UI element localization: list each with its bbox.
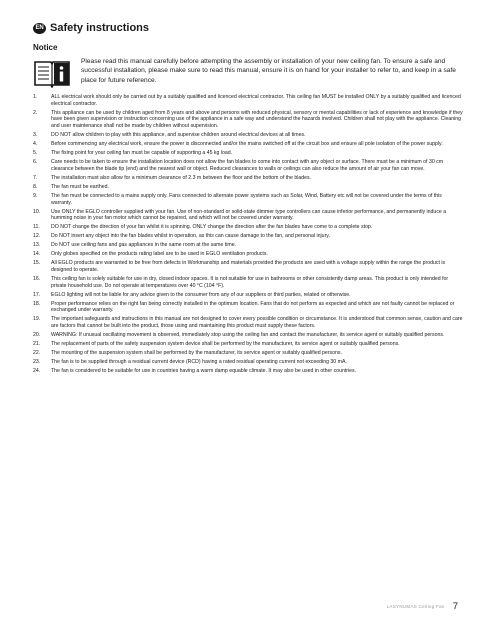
list-item xyxy=(33,150,463,157)
list-item xyxy=(33,301,463,314)
list-item xyxy=(33,110,463,130)
item-text: Do NOT insert any object into the fan blades whilst in operation, as this can cause damage to the fan, and personal injury. xyxy=(51,233,330,240)
item-number: 5. xyxy=(33,150,38,157)
item-number: 8. xyxy=(33,183,38,190)
item-number: 23. xyxy=(33,359,41,366)
list-item xyxy=(33,184,463,191)
item-number: 16. xyxy=(33,275,41,282)
item-text: Before commencing any electrical work, ensure the power is disconnected and/or the mains switched off at the circuit box and ensure all pole isolation of the power supply. xyxy=(51,141,443,148)
notice-intro xyxy=(33,57,463,88)
list-item xyxy=(33,316,463,329)
item-number: 9. xyxy=(33,192,38,199)
open-book-info-icon xyxy=(33,58,71,88)
list-item xyxy=(33,368,463,375)
item-text: All EGLO products are warranted to be free from defects in Workmanship and materials provided the products are used with a voltage supply within the range the product is designed to operate. xyxy=(51,260,446,273)
list-item xyxy=(33,292,463,299)
list-item xyxy=(33,359,463,366)
list-item xyxy=(33,175,463,182)
item-text: Proper performance relies on the right fan being correctly installed in the optimum location. Fans that do not perform as expected and which are not faulty cannot be replaced or exchanged under warranty. xyxy=(51,300,455,314)
item-text: The installation must also allow for a minimum clearance of 2.3 m between the floor and the bottom of the blades. xyxy=(51,174,312,181)
item-number: 12. xyxy=(33,233,41,240)
item-number: 11. xyxy=(33,224,40,231)
list-item xyxy=(33,350,463,357)
item-number: 24. xyxy=(33,368,41,375)
item-text: EGLO lighting will not be liable for any advice given to the consumer from any of our suppliers or third parties, related or otherwise. xyxy=(51,291,351,298)
item-number: 4. xyxy=(33,141,38,148)
item-number: 13. xyxy=(33,242,41,249)
item-text: Use ONLY the EGLO controller supplied with your fan. Use of non-standard or solid-state dimmer type controllers can cause inferior performance, and permanently induce a humming noise in your fan motor which cannot be repaired, and which will not be covered under warranty. xyxy=(51,208,447,222)
list-item xyxy=(33,159,463,172)
list-item xyxy=(33,260,463,273)
item-number: 22. xyxy=(33,350,41,357)
list-item xyxy=(33,233,463,240)
item-number: 21. xyxy=(33,341,41,348)
list-item xyxy=(33,141,463,148)
language-badge: EN xyxy=(33,23,46,34)
item-number: 20. xyxy=(33,332,41,339)
item-text: The fan must be connected to a mains supply only. Fans connected to alternate power systems such as Solar, Wind, Battery etc will not be covered under the terms of this warranty. xyxy=(51,192,442,206)
item-text: The mounting of the suspension system shall be performed by the manufacturer, its service agent or suitably qualified persons. xyxy=(51,350,342,357)
item-text: This appliance can be used by children aged from 8 years and above and persons with reduced physical, sensory or mental capabilities or lack of experience and knowledge if they have been given supervision or instruction concerning use of the appliance in a safe way and understand the hazards involved. Children shall not play with the appliance. Cleaning and user maintenance shall not be made by children without supervision. xyxy=(51,109,463,130)
item-number: 7. xyxy=(33,174,38,181)
footer-brand: LASYNUMAS Ceiling Fan xyxy=(386,604,445,609)
item-number: 3. xyxy=(33,132,38,139)
item-number: 10. xyxy=(33,208,41,215)
list-item xyxy=(33,242,463,249)
section-header xyxy=(33,20,463,36)
list-item xyxy=(33,94,463,107)
manual-page xyxy=(33,20,463,377)
page-footer xyxy=(387,601,458,612)
list-item xyxy=(33,251,463,258)
item-text: The fan must be earthed. xyxy=(51,183,109,190)
item-text: WARNING: If unusual oscillating movement is observed, immediately stop using the ceiling fan and contact the manufacturer, its service agent or suitably qualified persons. xyxy=(51,332,445,339)
item-number: 19. xyxy=(33,316,41,323)
list-item xyxy=(33,193,463,206)
item-number: 14. xyxy=(33,251,41,258)
list-item xyxy=(33,132,463,139)
item-number: 17. xyxy=(33,291,41,298)
list-item xyxy=(33,209,463,222)
list-item xyxy=(33,276,463,289)
item-text: ALL electrical work should only be carried out by a suitably qualified and licenced electrical contractor. This ceiling fan MUST be installed ONLY by a suitably qualified and licenced electrical contractor. xyxy=(51,94,461,107)
item-text: Only globes specified on the products rating label are to be used in EGLO ventilation products. xyxy=(51,251,268,258)
item-text: This ceiling fan is solely suitable for use in dry, closed indoor spaces. It is not suitable for use in bathrooms or other consistently damp areas. This product is only intended for private household use. Do not operate at temperatures over 40 °C (104 °F). xyxy=(51,275,449,289)
page-title: Safety instructions xyxy=(50,22,150,34)
page-number: 7 xyxy=(452,601,458,612)
item-number: 1. xyxy=(33,94,38,100)
item-text: The important safeguards and instructions in this manual are not designed to cover every possible condition or circumstance. It is understood that common sense, caution and care are factors that cannot be built into the product, those using and maintaining this product must supply these factors. xyxy=(51,316,463,330)
item-number: 2. xyxy=(33,109,38,116)
item-text: The replacement of parts of the safety suspension system device shall be performed by the manufacturer, its service agent or suitably qualified persons. xyxy=(51,341,400,348)
list-item xyxy=(33,341,463,348)
item-text: Do NOT use ceiling fans and gas appliances in the same room at the same time. xyxy=(51,242,237,249)
safety-list xyxy=(33,94,463,375)
item-text: Care needs to be taken to ensure the installation location does not allow the fan blades to come into contact with any object or surface. There must be a minimum of 30 cm clearance between the blade tip (end) and the nearest wall or object. Reduced clearances to walls or ceilings can also reduce the amount of air your fan can move. xyxy=(51,159,444,172)
item-number: 15. xyxy=(33,260,41,267)
item-text: The fixing point for your ceiling fan must be capable of supporting a 45 kg load. xyxy=(51,150,233,157)
item-number: 6. xyxy=(33,159,38,166)
list-item xyxy=(33,332,463,339)
notice-heading: Notice xyxy=(33,43,58,52)
item-text: The fan is to be supplied through a residual current device (RCD) having a rated residual operating current not exceeding 30 mA. xyxy=(51,359,347,366)
intro-text: Please read this manual carefully before attempting the assembly or installation of your new ceiling fan. To ensure a safe and successful installation, please make sure to read this manual, ensure it is on hand for your installer to refer to, and keep in a safe place for future reference. xyxy=(81,58,456,84)
list-item xyxy=(33,224,463,231)
item-text: The fan is considered to be suitable for use in countries having a warm damp equable climate. It may also be used in other countries. xyxy=(51,368,357,375)
item-text: DO NOT allow children to play with this appliance, and supervise children around electrical devices at all times. xyxy=(51,132,306,139)
item-text: DO NOT change the direction of your fan whilst it is spinning. ONLY change the direction after the fan blades have come to a complete stop. xyxy=(51,224,373,231)
item-number: 18. xyxy=(33,300,41,307)
